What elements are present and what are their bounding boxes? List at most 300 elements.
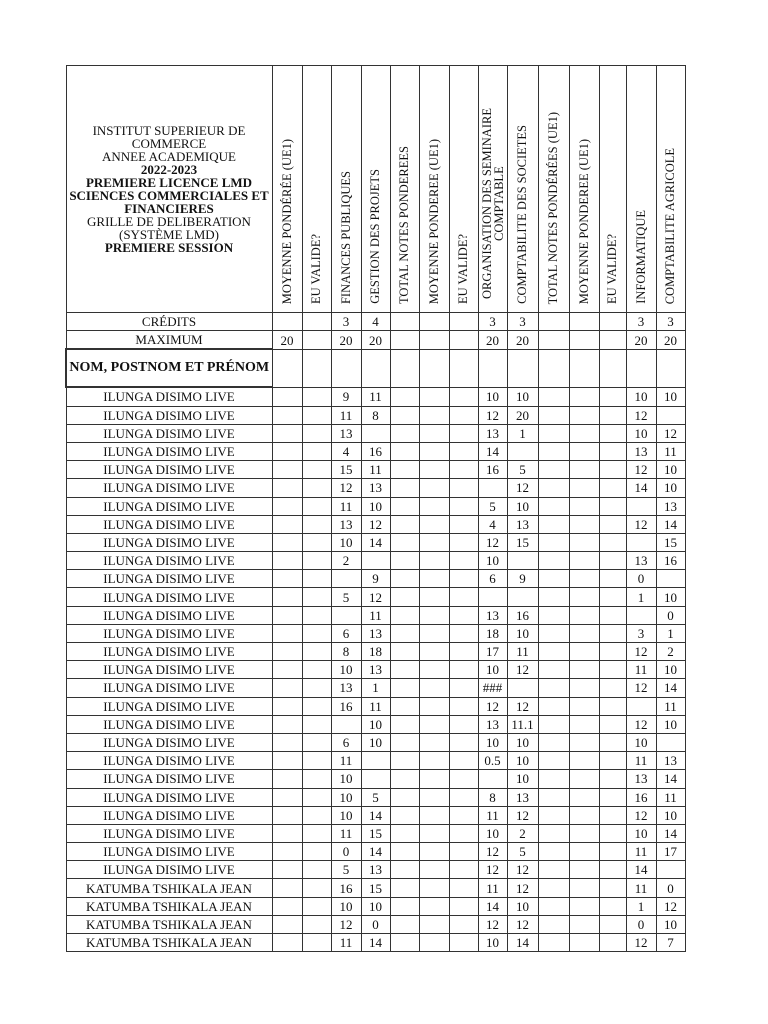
grade-cell-total-notes-ponderees — [390, 461, 419, 479]
grade-cell-informatique: 13 — [626, 552, 656, 570]
grade-cell-total-notes-ponderees-ue1 — [538, 934, 569, 952]
grade-cell-comptabilite-agricole: 10 — [656, 588, 685, 606]
grade-cell-total-notes-ponderees — [390, 387, 419, 406]
grade-cell-organisation-seminaire — [478, 479, 507, 497]
grade-cell-moyenne-ponderee-2 — [419, 679, 449, 697]
grade-cell-moyenne-ponderee-1 — [272, 442, 302, 460]
grade-cell-finances-publiques: 15 — [331, 461, 361, 479]
student-name: ILUNGA DISIMO LIVE — [66, 424, 272, 442]
grade-cell-informatique: 11 — [626, 661, 656, 679]
grade-cell-finances-publiques: 2 — [331, 552, 361, 570]
grade-cell-moyenne-ponderee-2 — [419, 552, 449, 570]
grade-cell-eu-valide-1 — [302, 479, 331, 497]
grade-cell-finances-publiques: 11 — [331, 497, 361, 515]
grade-cell-informatique — [626, 697, 656, 715]
grade-cell-total-notes-ponderees-ue1 — [538, 770, 569, 788]
grade-cell-moyenne-ponderee-1 — [272, 843, 302, 861]
grade-cell-comptabilite-agricole: 15 — [656, 533, 685, 551]
grade-cell-eu-valide-2 — [449, 715, 478, 733]
grade-cell-total-notes-ponderees-ue1 — [538, 533, 569, 551]
grade-cell-total-notes-ponderees-ue1 — [538, 788, 569, 806]
grade-cell-comptabilite-agricole: 13 — [656, 752, 685, 770]
grade-cell-finances-publiques: 9 — [331, 387, 361, 406]
grade-cell-comptabilite-societes — [507, 552, 538, 570]
grade-cell-eu-valide-1 — [302, 461, 331, 479]
grade-cell-total-notes-ponderees — [390, 515, 419, 533]
grade-cell-informatique: 0 — [626, 570, 656, 588]
grade-cell-informatique — [626, 533, 656, 551]
grade-cell-moyenne-ponderee-3 — [569, 715, 599, 733]
table-row — [66, 770, 685, 788]
grade-cell-gestion-des-projets: 10 — [361, 715, 390, 733]
grade-cell-gestion-des-projets: 11 — [361, 606, 390, 624]
grade-cell-comptabilite-agricole: 0 — [656, 879, 685, 897]
grade-cell-informatique — [626, 606, 656, 624]
grade-cell-informatique: 14 — [626, 861, 656, 879]
grade-cell-eu-valide-1 — [302, 624, 331, 642]
grade-cell-gestion-des-projets: 11 — [361, 697, 390, 715]
grade-cell-total-notes-ponderees — [390, 843, 419, 861]
credit-cell — [599, 313, 626, 331]
grade-cell-gestion-des-projets: 8 — [361, 406, 390, 424]
grade-cell-total-notes-ponderees — [390, 897, 419, 915]
grade-cell-eu-valide-2 — [449, 515, 478, 533]
grade-cell-moyenne-ponderee-2 — [419, 606, 449, 624]
grade-cell-moyenne-ponderee-1 — [272, 552, 302, 570]
grade-cell-eu-valide-3 — [599, 934, 626, 952]
grade-cell-comptabilite-societes: 12 — [507, 479, 538, 497]
grade-cell-gestion-des-projets: 14 — [361, 533, 390, 551]
student-name: KATUMBA TSHIKALA JEAN — [66, 934, 272, 952]
grade-cell-moyenne-ponderee-1 — [272, 806, 302, 824]
table-row — [66, 387, 685, 406]
grade-cell-comptabilite-agricole: 10 — [656, 915, 685, 933]
grade-cell-eu-valide-2 — [449, 552, 478, 570]
grade-cell-eu-valide-1 — [302, 552, 331, 570]
grade-cell-total-notes-ponderees — [390, 552, 419, 570]
table-row — [66, 879, 685, 897]
grade-cell-total-notes-ponderees — [390, 715, 419, 733]
grade-cell-organisation-seminaire: 11 — [478, 806, 507, 824]
grade-cell-eu-valide-3 — [599, 843, 626, 861]
grade-cell-total-notes-ponderees — [390, 697, 419, 715]
grade-cell-total-notes-ponderees — [390, 752, 419, 770]
grade-cell-eu-valide-3 — [599, 442, 626, 460]
table-row — [66, 752, 685, 770]
grade-cell-moyenne-ponderee-2 — [419, 715, 449, 733]
student-name: ILUNGA DISIMO LIVE — [66, 552, 272, 570]
grade-cell-moyenne-ponderee-3 — [569, 824, 599, 842]
grade-cell-moyenne-ponderee-1 — [272, 861, 302, 879]
grade-cell-informatique: 13 — [626, 442, 656, 460]
grade-cell-comptabilite-agricole — [656, 406, 685, 424]
grade-cell-finances-publiques: 0 — [331, 843, 361, 861]
grade-cell-finances-publiques: 13 — [331, 515, 361, 533]
grade-cell-eu-valide-3 — [599, 387, 626, 406]
table-row — [66, 515, 685, 533]
credit-cell — [419, 313, 449, 331]
grade-cell-organisation-seminaire: 6 — [478, 570, 507, 588]
grade-cell-moyenne-ponderee-2 — [419, 387, 449, 406]
grade-cell-finances-publiques: 4 — [331, 442, 361, 460]
grade-cell-eu-valide-1 — [302, 533, 331, 551]
grade-cell-moyenne-ponderee-3 — [569, 679, 599, 697]
grade-cell-comptabilite-societes: 12 — [507, 879, 538, 897]
table-row — [66, 442, 685, 460]
empty-cell — [390, 349, 419, 387]
grade-cell-moyenne-ponderee-3 — [569, 570, 599, 588]
grade-cell-eu-valide-2 — [449, 661, 478, 679]
grade-cell-gestion-des-projets: 9 — [361, 570, 390, 588]
grade-cell-eu-valide-2 — [449, 679, 478, 697]
grade-cell-moyenne-ponderee-1 — [272, 788, 302, 806]
maximum-cell — [302, 331, 331, 350]
grade-cell-moyenne-ponderee-2 — [419, 879, 449, 897]
credit-cell — [569, 313, 599, 331]
grade-cell-moyenne-ponderee-3 — [569, 606, 599, 624]
grade-cell-moyenne-ponderee-2 — [419, 479, 449, 497]
grade-cell-total-notes-ponderees — [390, 570, 419, 588]
credits-row — [66, 313, 685, 331]
grade-cell-eu-valide-3 — [599, 788, 626, 806]
grade-cell-total-notes-ponderees — [390, 661, 419, 679]
grade-cell-moyenne-ponderee-2 — [419, 752, 449, 770]
grade-cell-informatique: 12 — [626, 461, 656, 479]
grade-cell-total-notes-ponderees — [390, 915, 419, 933]
grade-cell-moyenne-ponderee-1 — [272, 424, 302, 442]
col-header-moyenne-ponderee-2: MOYENNE PONDEREE (UE1) — [419, 66, 449, 313]
table-row — [66, 915, 685, 933]
grade-cell-eu-valide-1 — [302, 606, 331, 624]
grade-cell-eu-valide-2 — [449, 588, 478, 606]
grade-cell-gestion-des-projets: 14 — [361, 843, 390, 861]
grade-cell-finances-publiques: 5 — [331, 861, 361, 879]
grade-cell-eu-valide-2 — [449, 697, 478, 715]
grade-cell-comptabilite-societes: 2 — [507, 824, 538, 842]
grid-title: GRILLE DE DELIBERATION (SYSTÈME LMD) — [87, 214, 251, 242]
grade-cell-moyenne-ponderee-1 — [272, 897, 302, 915]
grade-cell-eu-valide-1 — [302, 897, 331, 915]
grade-cell-moyenne-ponderee-1 — [272, 497, 302, 515]
grade-cell-total-notes-ponderees-ue1 — [538, 733, 569, 751]
grade-cell-eu-valide-1 — [302, 788, 331, 806]
grade-cell-eu-valide-3 — [599, 461, 626, 479]
grade-cell-moyenne-ponderee-3 — [569, 552, 599, 570]
grade-cell-organisation-seminaire: 10 — [478, 733, 507, 751]
credit-cell — [272, 313, 302, 331]
grade-cell-eu-valide-3 — [599, 897, 626, 915]
grade-cell-comptabilite-societes — [507, 679, 538, 697]
grade-cell-organisation-seminaire: 13 — [478, 715, 507, 733]
grade-cell-total-notes-ponderees-ue1 — [538, 679, 569, 697]
grade-cell-comptabilite-societes — [507, 588, 538, 606]
grade-cell-informatique: 12 — [626, 715, 656, 733]
grade-cell-moyenne-ponderee-2 — [419, 661, 449, 679]
grade-cell-informatique: 16 — [626, 788, 656, 806]
col-header-moyenne-ponderee-3: MOYENNE PONDEREE (UE1) — [569, 66, 599, 313]
grade-cell-moyenne-ponderee-1 — [272, 624, 302, 642]
grade-cell-total-notes-ponderees-ue1 — [538, 442, 569, 460]
grade-cell-moyenne-ponderee-2 — [419, 570, 449, 588]
student-name: ILUNGA DISIMO LIVE — [66, 643, 272, 661]
empty-cell — [538, 349, 569, 387]
grade-cell-eu-valide-1 — [302, 697, 331, 715]
grade-cell-moyenne-ponderee-3 — [569, 934, 599, 952]
grade-cell-moyenne-ponderee-1 — [272, 752, 302, 770]
grade-cell-organisation-seminaire: 13 — [478, 606, 507, 624]
grade-cell-eu-valide-3 — [599, 406, 626, 424]
grade-cell-comptabilite-agricole: 13 — [656, 497, 685, 515]
table-row — [66, 788, 685, 806]
grade-cell-gestion-des-projets: 11 — [361, 387, 390, 406]
grade-cell-informatique: 13 — [626, 770, 656, 788]
grade-cell-total-notes-ponderees — [390, 861, 419, 879]
grade-cell-eu-valide-2 — [449, 915, 478, 933]
grade-cell-eu-valide-2 — [449, 461, 478, 479]
grade-cell-comptabilite-societes: 10 — [507, 733, 538, 751]
maximum-cell — [419, 331, 449, 350]
grade-cell-organisation-seminaire: 0.5 — [478, 752, 507, 770]
grade-cell-moyenne-ponderee-3 — [569, 533, 599, 551]
table-row — [66, 934, 685, 952]
table-row — [66, 715, 685, 733]
student-name: ILUNGA DISIMO LIVE — [66, 788, 272, 806]
grade-cell-eu-valide-2 — [449, 934, 478, 952]
grade-cell-informatique: 12 — [626, 406, 656, 424]
student-name: ILUNGA DISIMO LIVE — [66, 861, 272, 879]
grade-cell-moyenne-ponderee-1 — [272, 879, 302, 897]
grade-cell-informatique: 10 — [626, 733, 656, 751]
grade-cell-moyenne-ponderee-2 — [419, 461, 449, 479]
grade-cell-total-notes-ponderees-ue1 — [538, 624, 569, 642]
student-name: ILUNGA DISIMO LIVE — [66, 697, 272, 715]
maximum-cell: 20 — [361, 331, 390, 350]
grade-cell-moyenne-ponderee-3 — [569, 387, 599, 406]
col-header-gestion-des-projets: GESTION DES PROJETS — [361, 66, 390, 313]
grade-cell-informatique: 10 — [626, 424, 656, 442]
grade-cell-total-notes-ponderees-ue1 — [538, 461, 569, 479]
empty-cell — [507, 349, 538, 387]
grade-cell-total-notes-ponderees — [390, 824, 419, 842]
col-header-comptabilite-societes: COMPTABILITE DES SOCIETES — [507, 66, 538, 313]
grade-cell-comptabilite-agricole: 17 — [656, 843, 685, 861]
grade-cell-comptabilite-agricole: 12 — [656, 897, 685, 915]
grade-cell-informatique: 11 — [626, 879, 656, 897]
grade-cell-eu-valide-3 — [599, 570, 626, 588]
grade-cell-eu-valide-1 — [302, 824, 331, 842]
grade-cell-total-notes-ponderees-ue1 — [538, 424, 569, 442]
student-name: ILUNGA DISIMO LIVE — [66, 479, 272, 497]
grade-cell-finances-publiques: 16 — [331, 697, 361, 715]
grade-cell-informatique: 14 — [626, 479, 656, 497]
grade-cell-comptabilite-agricole: 1 — [656, 624, 685, 642]
grade-cell-eu-valide-1 — [302, 588, 331, 606]
grade-cell-eu-valide-1 — [302, 843, 331, 861]
grade-cell-gestion-des-projets: 0 — [361, 915, 390, 933]
grade-cell-eu-valide-3 — [599, 879, 626, 897]
grade-cell-comptabilite-agricole: 2 — [656, 643, 685, 661]
grade-cell-comptabilite-agricole: 11 — [656, 697, 685, 715]
table-row — [66, 861, 685, 879]
grade-cell-eu-valide-1 — [302, 752, 331, 770]
grade-cell-gestion-des-projets: 18 — [361, 643, 390, 661]
grade-cell-eu-valide-1 — [302, 406, 331, 424]
student-name: ILUNGA DISIMO LIVE — [66, 806, 272, 824]
grade-cell-informatique: 0 — [626, 915, 656, 933]
maximum-cell: 20 — [656, 331, 685, 350]
grade-cell-comptabilite-societes — [507, 442, 538, 460]
grade-cell-total-notes-ponderees — [390, 442, 419, 460]
grade-cell-eu-valide-2 — [449, 752, 478, 770]
grade-cell-moyenne-ponderee-1 — [272, 934, 302, 952]
grade-cell-gestion-des-projets: 10 — [361, 897, 390, 915]
grade-cell-eu-valide-3 — [599, 533, 626, 551]
grade-cell-moyenne-ponderee-3 — [569, 879, 599, 897]
grade-cell-comptabilite-societes: 16 — [507, 606, 538, 624]
grade-cell-comptabilite-societes: 11 — [507, 643, 538, 661]
grade-cell-moyenne-ponderee-2 — [419, 515, 449, 533]
grade-cell-eu-valide-1 — [302, 934, 331, 952]
table-row — [66, 606, 685, 624]
student-name: ILUNGA DISIMO LIVE — [66, 497, 272, 515]
grade-cell-total-notes-ponderees-ue1 — [538, 861, 569, 879]
grade-cell-moyenne-ponderee-2 — [419, 643, 449, 661]
grade-cell-finances-publiques: 8 — [331, 643, 361, 661]
grade-cell-moyenne-ponderee-3 — [569, 697, 599, 715]
grade-cell-total-notes-ponderees — [390, 934, 419, 952]
grade-cell-comptabilite-societes: 10 — [507, 387, 538, 406]
maximum-cell — [569, 331, 599, 350]
grade-cell-comptabilite-agricole: 0 — [656, 606, 685, 624]
name-header-row — [66, 349, 685, 387]
table-row — [66, 643, 685, 661]
academic-year-label: ANNEE ACADEMIQUE — [102, 149, 236, 164]
table-row — [66, 733, 685, 751]
name-column-header: NOM, POSTNOM ET PRÉNOM — [66, 349, 272, 387]
grade-cell-finances-publiques: 12 — [331, 915, 361, 933]
credits-label: CRÉDITS — [66, 313, 272, 331]
grade-cell-eu-valide-3 — [599, 643, 626, 661]
grade-cell-finances-publiques: 5 — [331, 588, 361, 606]
grade-cell-eu-valide-2 — [449, 387, 478, 406]
grade-cell-finances-publiques: 12 — [331, 479, 361, 497]
grade-cell-eu-valide-3 — [599, 697, 626, 715]
grade-cell-moyenne-ponderee-2 — [419, 770, 449, 788]
grade-cell-comptabilite-agricole: 10 — [656, 806, 685, 824]
grade-cell-moyenne-ponderee-2 — [419, 697, 449, 715]
grade-cell-organisation-seminaire: 17 — [478, 643, 507, 661]
grade-cell-comptabilite-agricole — [656, 570, 685, 588]
grade-cell-eu-valide-1 — [302, 424, 331, 442]
grade-cell-moyenne-ponderee-1 — [272, 588, 302, 606]
student-name: ILUNGA DISIMO LIVE — [66, 606, 272, 624]
grade-cell-comptabilite-societes: 5 — [507, 461, 538, 479]
grade-cell-eu-valide-3 — [599, 661, 626, 679]
grade-cell-moyenne-ponderee-3 — [569, 770, 599, 788]
credit-cell: 3 — [331, 313, 361, 331]
grade-cell-gestion-des-projets — [361, 424, 390, 442]
grade-cell-comptabilite-societes: 20 — [507, 406, 538, 424]
grade-cell-comptabilite-societes: 10 — [507, 497, 538, 515]
grade-cell-organisation-seminaire: 4 — [478, 515, 507, 533]
grade-cell-eu-valide-3 — [599, 624, 626, 642]
grade-cell-moyenne-ponderee-1 — [272, 533, 302, 551]
grade-cell-finances-publiques: 10 — [331, 533, 361, 551]
col-header-organisation-seminaire: ORGANISATION DES SEMINAIRE COMPTABLE — [478, 66, 507, 313]
grade-cell-moyenne-ponderee-2 — [419, 497, 449, 515]
table-row — [66, 406, 685, 424]
credit-cell — [302, 313, 331, 331]
grade-cell-moyenne-ponderee-2 — [419, 406, 449, 424]
grade-cell-eu-valide-2 — [449, 442, 478, 460]
grade-cell-comptabilite-agricole: 14 — [656, 679, 685, 697]
grade-cell-moyenne-ponderee-2 — [419, 424, 449, 442]
maximum-cell — [538, 331, 569, 350]
grade-cell-comptabilite-agricole: 11 — [656, 788, 685, 806]
grade-cell-moyenne-ponderee-2 — [419, 788, 449, 806]
grade-cell-organisation-seminaire: 14 — [478, 442, 507, 460]
grade-cell-comptabilite-agricole: 10 — [656, 715, 685, 733]
grade-cell-organisation-seminaire: 12 — [478, 697, 507, 715]
grade-cell-informatique: 11 — [626, 843, 656, 861]
grade-cell-gestion-des-projets: 13 — [361, 624, 390, 642]
grade-cell-comptabilite-societes: 12 — [507, 861, 538, 879]
grade-cell-moyenne-ponderee-3 — [569, 733, 599, 751]
grade-cell-comptabilite-societes: 12 — [507, 661, 538, 679]
student-name: ILUNGA DISIMO LIVE — [66, 770, 272, 788]
grade-cell-comptabilite-societes: 12 — [507, 806, 538, 824]
table-row — [66, 679, 685, 697]
grade-cell-finances-publiques — [331, 570, 361, 588]
grade-cell-comptabilite-societes: 13 — [507, 515, 538, 533]
grade-cell-finances-publiques: 13 — [331, 679, 361, 697]
grade-cell-moyenne-ponderee-3 — [569, 406, 599, 424]
grade-cell-gestion-des-projets: 10 — [361, 497, 390, 515]
grade-cell-eu-valide-2 — [449, 497, 478, 515]
credit-cell: 3 — [626, 313, 656, 331]
grade-cell-total-notes-ponderees-ue1 — [538, 915, 569, 933]
institution-title-block — [66, 66, 272, 313]
grade-cell-moyenne-ponderee-2 — [419, 843, 449, 861]
empty-cell — [331, 349, 361, 387]
credit-cell: 3 — [478, 313, 507, 331]
student-name: ILUNGA DISIMO LIVE — [66, 624, 272, 642]
grade-cell-total-notes-ponderees — [390, 643, 419, 661]
maximum-cell: 20 — [507, 331, 538, 350]
credit-cell — [538, 313, 569, 331]
grade-cell-organisation-seminaire: 10 — [478, 552, 507, 570]
table-row — [66, 661, 685, 679]
grade-cell-total-notes-ponderees-ue1 — [538, 661, 569, 679]
grade-cell-comptabilite-agricole: 16 — [656, 552, 685, 570]
credit-cell: 3 — [656, 313, 685, 331]
table-row — [66, 570, 685, 588]
student-name: ILUNGA DISIMO LIVE — [66, 533, 272, 551]
grade-cell-moyenne-ponderee-3 — [569, 788, 599, 806]
empty-cell — [449, 349, 478, 387]
grade-cell-finances-publiques — [331, 606, 361, 624]
grade-cell-total-notes-ponderees — [390, 533, 419, 551]
grade-cell-gestion-des-projets — [361, 752, 390, 770]
grade-cell-moyenne-ponderee-1 — [272, 770, 302, 788]
grade-cell-finances-publiques: 10 — [331, 806, 361, 824]
grade-cell-informatique: 12 — [626, 934, 656, 952]
grade-cell-comptabilite-agricole: 11 — [656, 442, 685, 460]
grade-cell-organisation-seminaire: 5 — [478, 497, 507, 515]
grade-cell-moyenne-ponderee-1 — [272, 661, 302, 679]
maximum-cell: 20 — [626, 331, 656, 350]
grade-cell-eu-valide-2 — [449, 570, 478, 588]
